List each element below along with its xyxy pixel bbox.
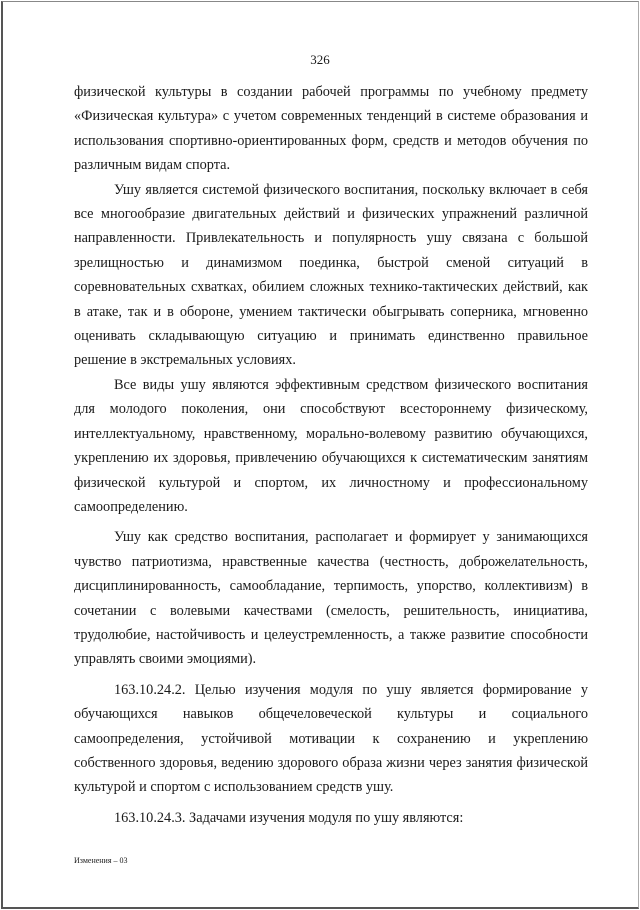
paragraph-module-tasks: 163.10.24.3. Задачами изучения модуля по ушу являются: — [114, 809, 464, 826]
paragraph-continuation: физической культуры в создании рабочей программы по учебному предмету «Физическая культура» с учетом современных тенденций в системе образования и использования спортивно-ориентированных форм, средств и методов обучения по различным видам спорта. — [74, 84, 588, 174]
paragraph-wushu-system: Ушу является системой физического воспитания, поскольку включает в себя все многообразие двигательных действий и физических упражнений различной направленности. Привлекательность и популярность ушу связана с большой зрелищностью и динамизмом поединка, быстрой сменой ситуаций в соревновательных схватках, обилием сложных технико-тактических действий, как в атаке, так и в обороне, умением тактически обыгрывать соперника, мгновенно оценивать складывающую ситуацию и принимать единственно правильное решение в экстремальных условиях. — [74, 181, 588, 369]
paragraph-wushu-types: Все виды ушу являются эффективным средством физического воспитания для молодого поколения, они способствуют всестороннему физическому, интеллектуальному, нравственному, морально-волевому развитию обучающихся, укреплению их здоровья, привлечению обучающихся к систематическим занятиям физической культурой и спортом, их личностному и профессиональному самоопределению. — [74, 376, 588, 515]
paragraph-wushu-upbringing: Ушу как средство воспитания, располагает и формирует у занимающихся чувство патриотизма, нравственные качества (честность, доброжелательность, дисциплинированность, самообладание, терпимость, упорство, коллективизм) в сочетании с волевыми качествами (смелость, решительность, инициатива, трудолюбие, настойчивость и целеустремленность, а также развитие способности управлять своими эмоциями). — [74, 529, 588, 668]
paragraph-module-goal: 163.10.24.2. Целью изучения модуля по ушу является формирование у обучающихся навыков общечеловеческой культуры и социального самоопределения, устойчивой мотивации к сохранению и укреплению собственного здоровья, ведению здорового образа жизни через занятия физической культурой и спортом с использованием средств ушу. — [74, 681, 588, 796]
footer-revision: Изменения – 03 — [74, 856, 128, 865]
page-number: 326 — [310, 52, 330, 67]
body-text — [74, 80, 588, 830]
